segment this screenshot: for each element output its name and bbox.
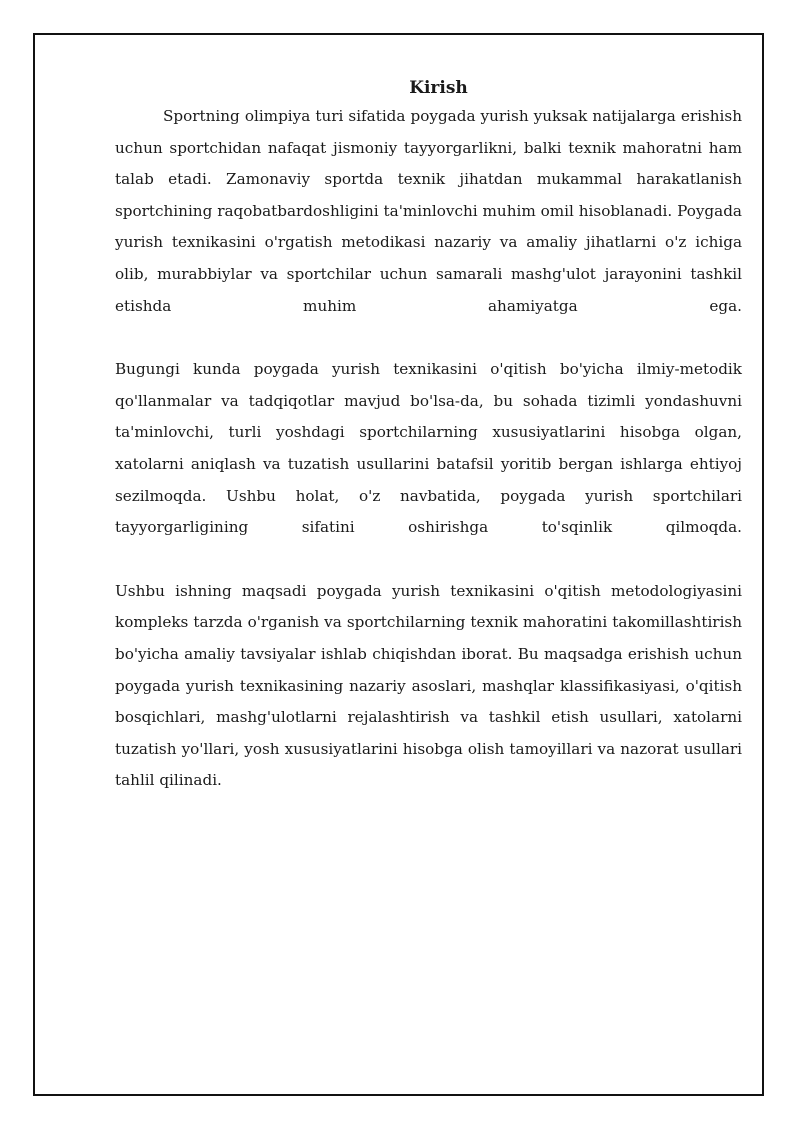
paragraph-current-state: Bugungi kunda poygada yurish texnikasini o'qitish bo'yicha ilmiy-metodik qo'llanmalar va tadqiqotlar mavjud bo'lsa-da, bu sohada tizimli yondashuvni ta'minlovchi, turli yoshdagi sportchilarning xususiyatlarini hisobga olgan, xatolarni aniqlash va tuzatish usullarini batafsil yoritib bergan ishlarga ehtiyoj sezilmoqda. Ushbu holat, o'z navbatida, poygada yurish sportchilari tayyorgarligining sifatini oshirishga to'sqinlik qilmoqda. [115, 360, 742, 537]
document-body [115, 75, 742, 829]
paragraph-goal: Ushbu ishning maqsadi poygada yurish texnikasini o'qitish metodologiyasini kompleks tarzda o'rganish va sportchilarning texnik mahoratini takomillashtirish bo'yicha amaliy tavsiyalar ishlab chiqishdan iborat. Bu maqsadga erishish uchun poygada yurish texnikasining nazariy asoslari, mashqlar klassifikasiyasi, o'qitish bosqichlari, mashg'ulotlarni rejalashtirish va tashkil etish usullari, xatolarni tuzatish yo'llari, yosh xususiyatlarini hisobga olish tamoyillari va nazorat usullari tahlil qilinadi. [115, 581, 742, 790]
paragraph-intro: Sportning olimpiya turi sifatida poygada yurish yuksak natijalarga erishish uchun sportchidan nafaqat jismoniy tayyorgarlikni, balki texnik mahoratni ham talab etadi. Zamonaviy sportda texnik jihatdan mukammal harakatlanish sportchining raqobatbardoshligini ta'minlovchi muhim omil hisoblanadi. Poygada yurish texnikasini o'rgatish metodikasi nazariy va amaliy jihatlarni o'z ichiga olib, murabbiylar va sportchilar uchun samarali mashg'ulot jarayonini tashkil etishda muhim ahamiyatga ega. [115, 107, 742, 315]
document-title: Kirish [409, 78, 468, 98]
